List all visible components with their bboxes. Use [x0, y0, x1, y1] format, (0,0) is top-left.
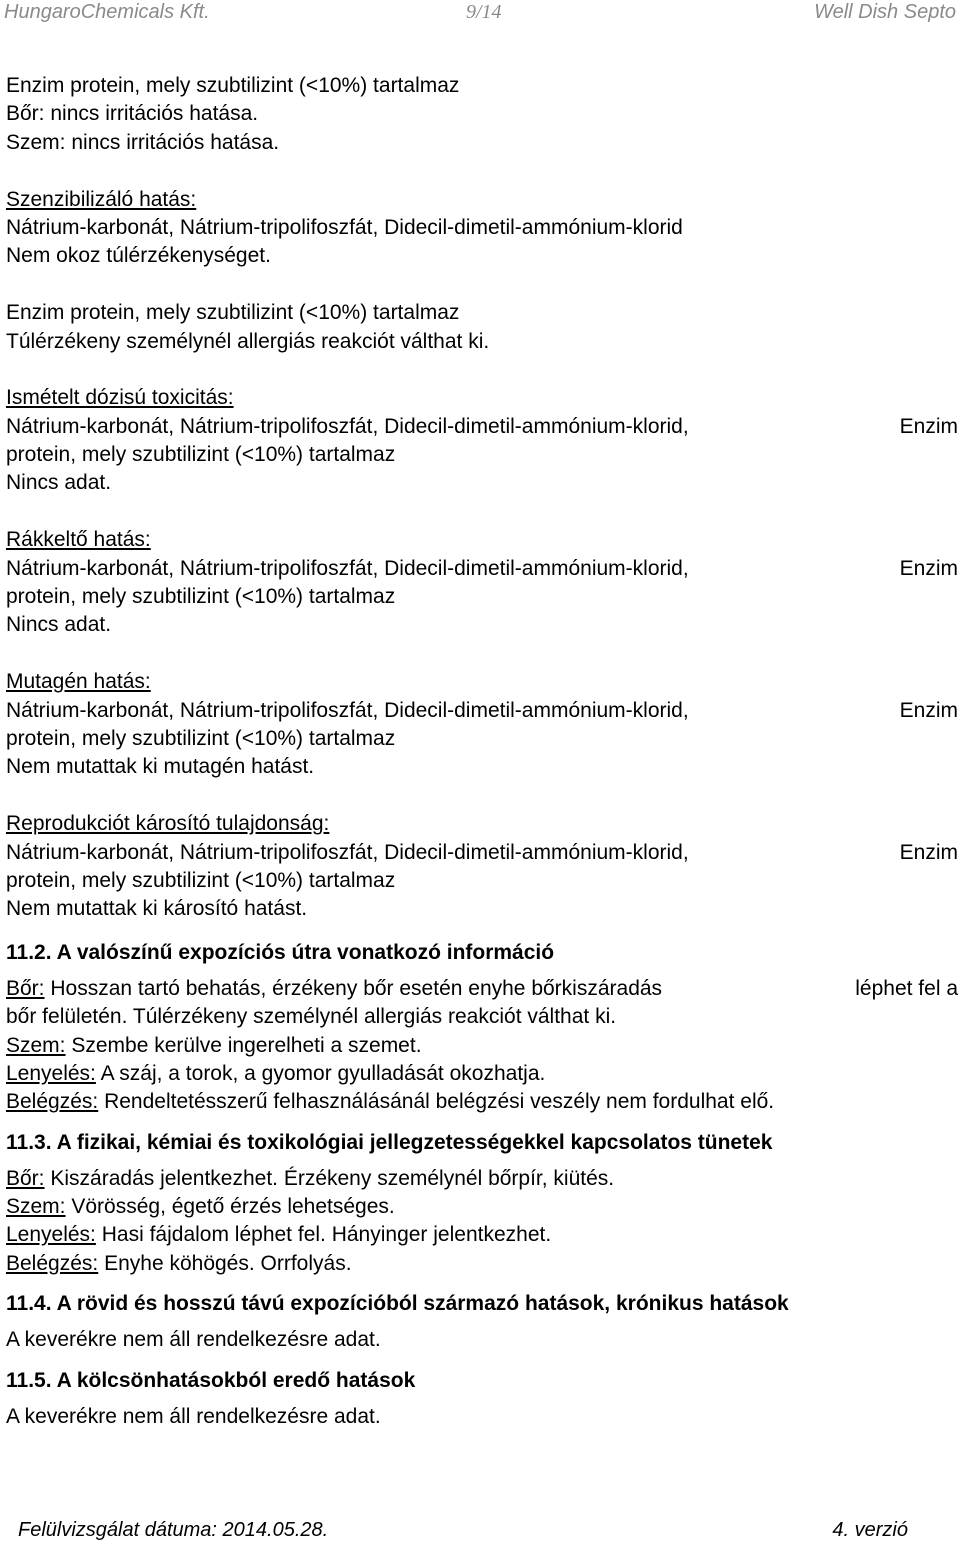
page-header	[0, 0, 960, 26]
section-repeated-dose	[6, 384, 958, 498]
symptom-ingestion: Lenyelés: Hasi fájdalom léphet fel. Hányinger jelentkezhet.	[6, 1223, 552, 1247]
header-page-number: 9/14	[466, 1, 502, 23]
sensitizing-enzyme-title: Enzim protein, mely szubtilizint (<10%) tartalmaz	[6, 301, 460, 325]
sensitizing-enzyme-result: Túlérzékeny személynél allergiás reakciót válthat ki.	[6, 329, 490, 353]
carcinogenic-heading: Rákkeltő hatás:	[6, 528, 151, 552]
reproductive-heading: Reprodukciót károsító tulajdonság:	[6, 812, 330, 836]
section-reproductive	[6, 810, 958, 924]
section-11-5-heading: 11.5. A kölcsönhatásokból eredő hatások	[6, 1368, 416, 1392]
footer-revision-date: Felülvizsgálat dátuma: 2014.05.28.	[18, 1519, 329, 1541]
section-11-3-heading: 11.3. A fizikai, kémiai és toxikológiai jellegzetességekkel kapcsolatos tünetek	[6, 1130, 773, 1154]
exposure-eye: Szem: Szembe kerülve ingerelheti a szemet.	[6, 1033, 422, 1057]
header-product: Well Dish Septo	[814, 1, 956, 23]
section-11-2-heading: 11.2. A valószínű expozíciós útra vonatkozó információ	[6, 940, 555, 964]
enzyme-title: Enzim protein, mely szubtilizint (<10%) tartalmaz	[6, 74, 460, 97]
section-carcinogenic	[6, 526, 958, 640]
symptom-inhalation: Belégzés: Enyhe köhögés. Orrfolyás.	[6, 1251, 352, 1275]
section-irritation-enzyme	[6, 72, 958, 157]
section-mutagenic	[6, 668, 958, 782]
carcinogenic-substances: Nátrium-karbonát, Nátrium-tripolifoszfát, Didecil-dimetil-ammónium-klorid, Enzim	[6, 556, 958, 580]
symptom-skin: Bőr: Kiszáradás jelentkezhet. Érzékeny személynél bőrpír, kiütés.	[6, 1166, 615, 1190]
sensitizing-heading: Szenzibilizáló hatás:	[6, 187, 197, 211]
exposure-skin: Bőr: Hosszan tartó behatás, érzékeny bőr esetén enyhe bőrkiszáradás léphet fel a	[6, 976, 958, 1000]
header-company: HungaroChemicals Kft.	[4, 1, 210, 23]
skin-irritation: Bőr: nincs irritációs hatása.	[6, 102, 259, 126]
section-11-2	[6, 938, 958, 1117]
mutagenic-enzyme: protein, mely szubtilizint (<10%) tartalmaz	[6, 726, 396, 750]
section-11-5	[6, 1366, 958, 1431]
eye-irritation: Szem: nincs irritációs hatása.	[6, 130, 280, 154]
reproductive-enzyme: protein, mely szubtilizint (<10%) tartalmaz	[6, 868, 396, 892]
sensitizing-result: Nem okoz túlérzékenységet.	[6, 244, 271, 268]
document-body	[6, 72, 958, 1431]
repeated-dose-enzyme: protein, mely szubtilizint (<10%) tartalmaz	[6, 443, 396, 467]
reproductive-result: Nem mutattak ki károsító hatást.	[6, 897, 308, 921]
section-11-5-text: A keverékre nem áll rendelkezésre adat.	[6, 1404, 381, 1428]
section-sensitizing	[6, 186, 958, 356]
mutagenic-substances: Nátrium-karbonát, Nátrium-tripolifoszfát, Didecil-dimetil-ammónium-klorid, Enzim	[6, 698, 958, 722]
exposure-inhalation: Belégzés: Rendeltetésszerű felhasználásánál belégzési veszély nem fordulhat elő.	[6, 1090, 775, 1114]
symptom-eye: Szem: Vörösség, égető érzés lehetséges.	[6, 1195, 395, 1219]
page-footer	[0, 1518, 960, 1544]
sensitizing-substances: Nátrium-karbonát, Nátrium-tripolifoszfát, Didecil-dimetil-ammónium-klorid	[6, 215, 683, 239]
repeated-dose-heading: Ismételt dózisú toxicitás:	[6, 386, 234, 410]
section-11-4-heading: 11.4. A rövid és hosszú távú expozícióból származó hatások, krónikus hatások	[6, 1292, 789, 1316]
repeated-dose-substances: Nátrium-karbonát, Nátrium-tripolifoszfát, Didecil-dimetil-ammónium-klorid, Enzim	[6, 414, 958, 438]
footer-version: 4. verzió	[832, 1519, 908, 1541]
carcinogenic-enzyme: protein, mely szubtilizint (<10%) tartalmaz	[6, 585, 396, 609]
mutagenic-heading: Mutagén hatás:	[6, 670, 151, 694]
exposure-ingestion: Lenyelés: A száj, a torok, a gyomor gyulladását okozhatja.	[6, 1061, 546, 1085]
section-11-3	[6, 1128, 958, 1279]
section-11-4	[6, 1289, 958, 1354]
section-11-4-text: A keverékre nem áll rendelkezésre adat.	[6, 1328, 381, 1352]
mutagenic-result: Nem mutattak ki mutagén hatást.	[6, 755, 315, 779]
exposure-skin-cont: bőr felületén. Túlérzékeny személynél allergiás reakciót válthat ki.	[6, 1005, 617, 1029]
reproductive-substances: Nátrium-karbonát, Nátrium-tripolifoszfát, Didecil-dimetil-ammónium-klorid, Enzim	[6, 840, 958, 864]
repeated-dose-result: Nincs adat.	[6, 471, 112, 495]
carcinogenic-result: Nincs adat.	[6, 613, 112, 637]
